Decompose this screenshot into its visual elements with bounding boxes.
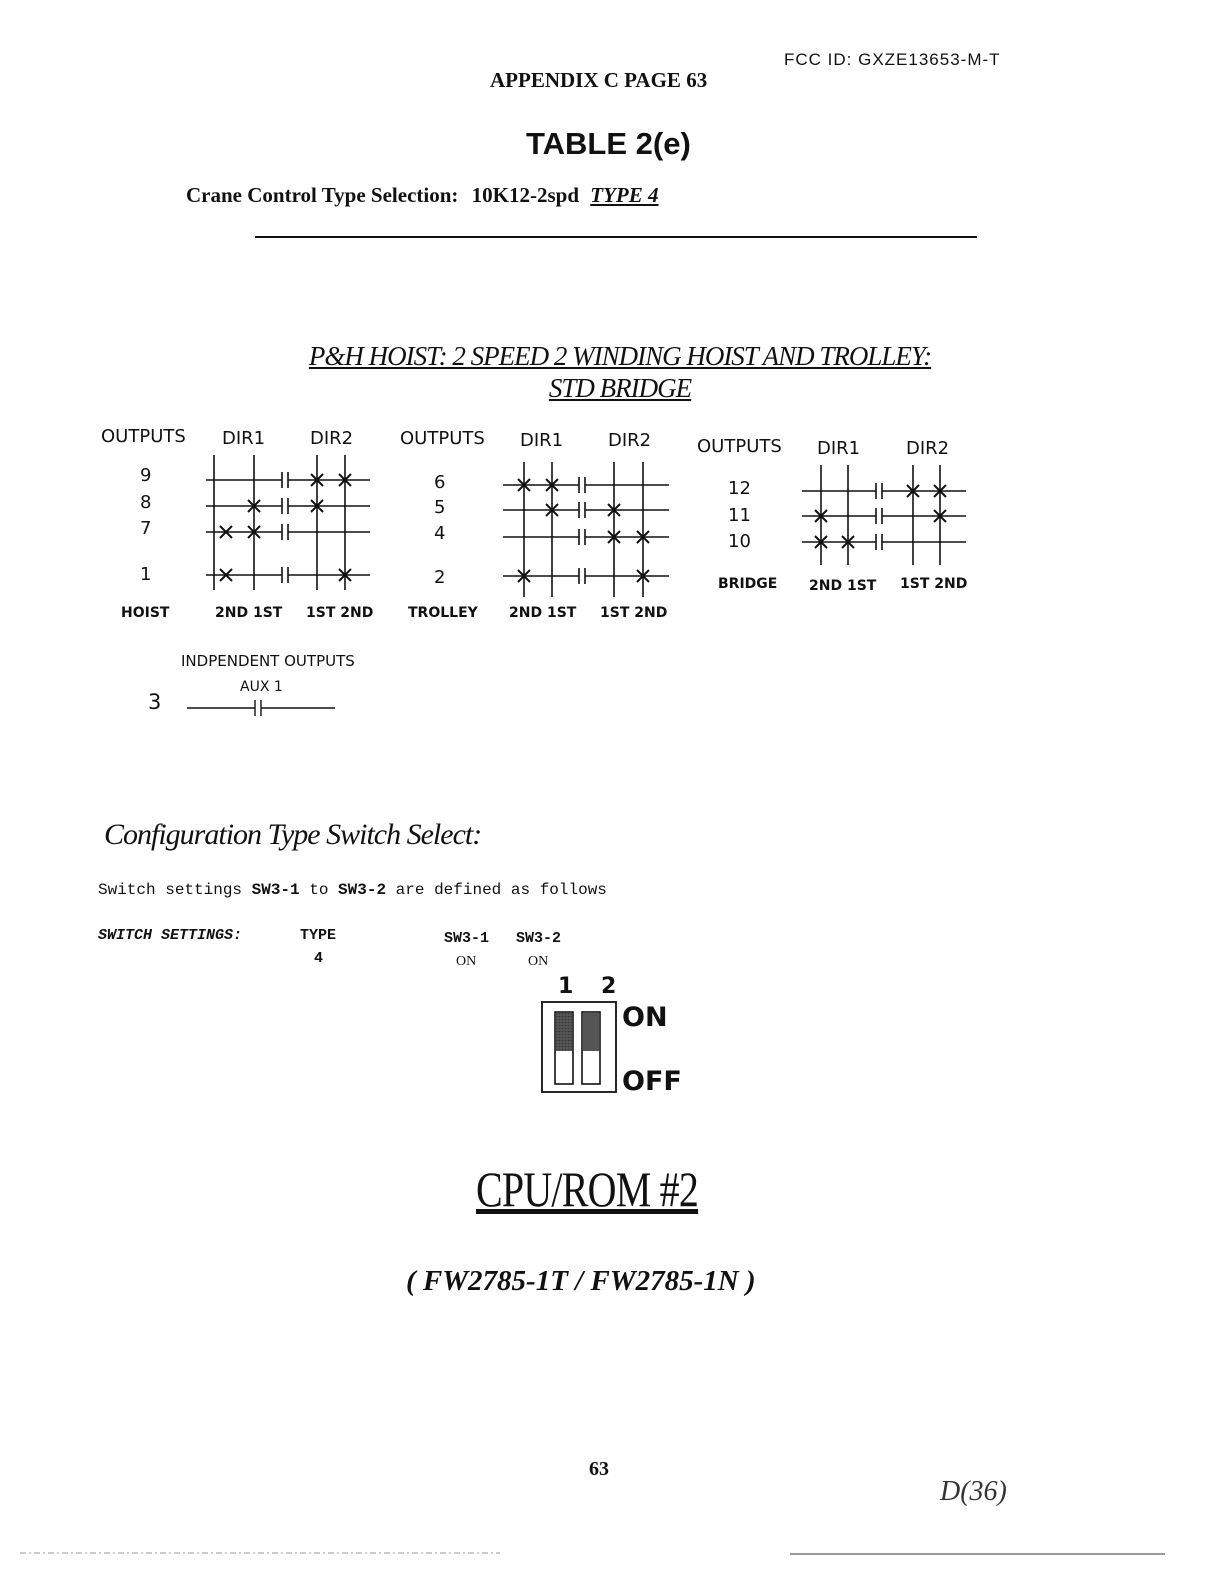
trolley-output-2: 2 (434, 567, 446, 588)
trolley-output-6: 6 (434, 472, 446, 493)
bridge-dir2-label: DIR2 (906, 438, 950, 459)
dip-switch-numbers: 1 2 (558, 974, 627, 999)
desc-sw3-2: SW3-2 (338, 881, 387, 899)
bridge-outputs-label: OUTPUTS (697, 436, 782, 457)
sw3-2-header: SW3-2 (516, 930, 562, 947)
selection-value: 10K12-2spd (471, 183, 580, 207)
hoist-contact-grid (200, 455, 380, 595)
desc-text-3: are defined as follows (386, 881, 607, 899)
bridge-output-12: 12 (728, 478, 751, 499)
desc-text-2: to (299, 881, 339, 899)
firmware-label: ( FW2785-1T / FW2785-1N ) (406, 1265, 756, 1297)
bridge-right-speeds: 1ST 2ND (900, 576, 968, 592)
bridge-left-speeds: 2ND 1ST (809, 578, 877, 594)
aux1-label: AUX 1 (240, 679, 283, 695)
trolley-output-4: 4 (434, 523, 446, 544)
crane-control-selection (186, 183, 659, 208)
desc-sw3-1: SW3-1 (251, 881, 300, 899)
cpu-rom-label: CPU/ROM #2 (476, 1161, 699, 1217)
trolley-dir2-label: DIR2 (608, 430, 652, 451)
handwritten-note: D(36) (940, 1476, 1007, 1507)
config-title: Configuration Type Switch Select: (104, 818, 482, 851)
page-number: 63 (589, 1458, 609, 1480)
trolley-dir1-label: DIR1 (520, 430, 564, 451)
hoist-left-speeds: 2ND 1ST (215, 605, 283, 621)
independent-output-3: 3 (148, 690, 162, 714)
selection-type: TYPE 4 (590, 183, 659, 207)
dip-switch-icon (540, 1000, 620, 1096)
diagram-title (250, 340, 990, 404)
switch-settings-label: SWITCH SETTINGS: (98, 927, 243, 944)
hoist-output-9: 9 (140, 465, 152, 486)
fcc-id: FCC ID: GXZE13653-M-T (784, 50, 1001, 69)
diagram-title-line2: STD BRIDGE (548, 373, 692, 403)
trolley-outputs-label: OUTPUTS (400, 428, 485, 449)
selection-label: Crane Control Type Selection: (186, 183, 459, 207)
hoist-name: HOIST (121, 605, 170, 621)
switch-description (98, 881, 607, 899)
hoist-outputs-label: OUTPUTS (101, 426, 186, 447)
bridge-name: BRIDGE (718, 576, 778, 592)
appendix-heading: APPENDIX C PAGE 63 (490, 68, 708, 92)
type-header: TYPE (300, 927, 337, 944)
scan-bottom-rule (0, 1548, 1224, 1558)
hoist-right-speeds: 1ST 2ND (306, 605, 374, 621)
hoist-output-1: 1 (140, 564, 152, 585)
bridge-output-10: 10 (728, 531, 751, 552)
hoist-dir2-label: DIR2 (310, 428, 354, 449)
trolley-contact-grid (497, 462, 677, 602)
bridge-dir1-label: DIR1 (817, 438, 861, 459)
sw3-2-value: ON (528, 954, 549, 969)
trolley-name: TROLLEY (408, 605, 478, 621)
trolley-left-speeds: 2ND 1ST (509, 605, 577, 621)
hoist-output-8: 8 (140, 492, 152, 513)
table-title: TABLE 2(e) (526, 126, 691, 161)
type-value: 4 (314, 950, 324, 967)
dip-off-label: OFF (622, 1066, 682, 1097)
hoist-output-7: 7 (140, 518, 152, 539)
trolley-output-5: 5 (434, 497, 446, 518)
diagram-title-line1: P&H HOIST: 2 SPEED 2 WINDING HOIST AND TROLLEY: (308, 341, 932, 371)
sw3-1-header: SW3-1 (444, 930, 490, 947)
sw3-1-value: ON (456, 954, 477, 969)
independent-outputs-title: INDPENDENT OUTPUTS (181, 652, 355, 670)
desc-text-1: Switch settings (98, 881, 252, 899)
dip-on-label: ON (622, 1002, 668, 1033)
hoist-dir1-label: DIR1 (222, 428, 266, 449)
aux1-contact (185, 696, 340, 720)
bridge-output-11: 11 (728, 505, 751, 526)
header-rule (255, 236, 977, 238)
bridge-contact-grid (796, 465, 976, 575)
trolley-right-speeds: 1ST 2ND (600, 605, 668, 621)
